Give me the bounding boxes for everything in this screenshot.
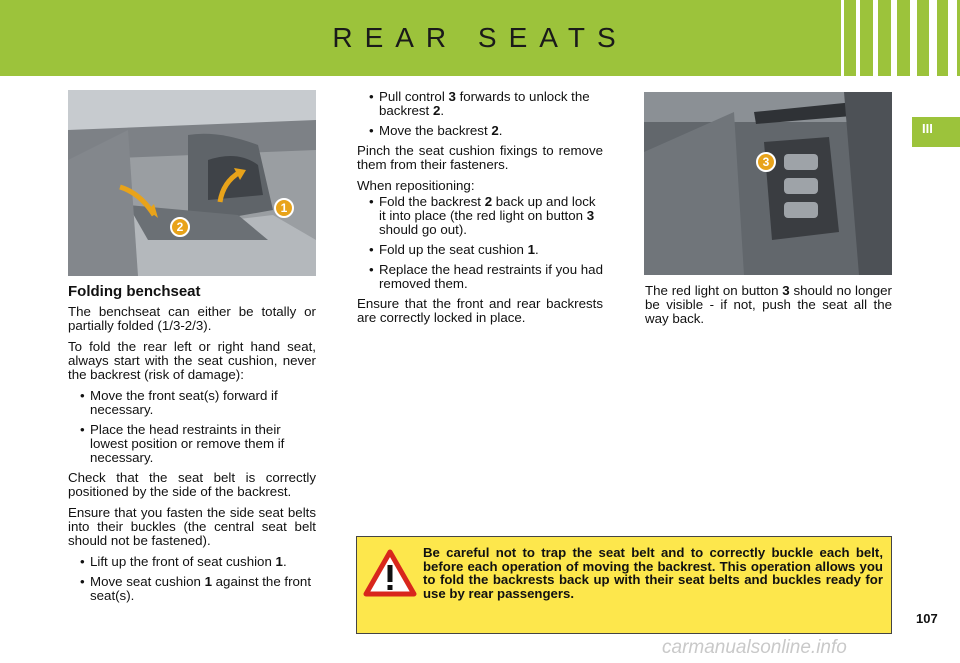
callout-badge-2: 2 (170, 217, 190, 237)
paragraph: Ensure that the front and rear backrests are correctly locked in place. (357, 296, 603, 325)
header-stripe (841, 0, 844, 76)
watermark: carmanualsonline.info (662, 637, 847, 658)
header-stripe (873, 0, 878, 76)
bullet-item: • Fold the backrest 2 back up and lock it into place (the red light on button 3 should go out). (357, 195, 603, 237)
bullet-item: • Move the front seat(s) forward if necessary. (68, 389, 316, 417)
header-band (0, 0, 960, 76)
page-number: 107 (916, 611, 938, 626)
control-button-illustration (644, 92, 892, 275)
right-column (645, 284, 892, 333)
bullet-item: • Pull control 3 forwards to unlock the backrest 2. (357, 90, 603, 118)
paragraph: Pinch the seat cushion fixings to remove them from their fasteners. (357, 143, 603, 172)
paragraph: Ensure that you fasten the side seat belts into their buckles (the central seat belt should not be fastened). (68, 505, 316, 548)
warning-box (356, 536, 892, 634)
header-stripe (856, 0, 860, 76)
benchseat-illustration (68, 90, 316, 276)
paragraph: To fold the rear left or right hand seat, always start with the seat cushion, never the backrest (risk of damage): (68, 339, 316, 382)
header-stripe (891, 0, 897, 76)
header-stripe (948, 0, 957, 76)
benchseat-photo (68, 90, 316, 276)
bullet-item: • Lift up the front of seat cushion 1. (68, 555, 316, 569)
bullet-list (68, 555, 316, 603)
middle-column (357, 90, 603, 332)
warning-triangle-icon (363, 549, 417, 597)
warning-text: Be careful not to trap the seat belt and to correctly buckle each belt, before each operation of moving the backrest. This operation allows you to fold the backrests back up with their seat belts and buckles ready for use by rear passengers. (423, 545, 883, 601)
page-title: REAR SEATS (332, 22, 628, 53)
control-button-photo (644, 92, 892, 275)
paragraph: When repositioning: (357, 178, 475, 193)
chapter-tab: III (912, 117, 960, 147)
bullet-item: • Fold up the seat cushion 1. (357, 243, 603, 257)
header-stripe (910, 0, 917, 76)
bullet-item: • Move seat cushion 1 against the front seat(s). (68, 575, 316, 603)
header-stripe (929, 0, 937, 76)
bullet-item: • Replace the head restraints if you had removed them. (357, 263, 603, 291)
paragraph: Check that the seat belt is correctly positioned by the side of the backrest. (68, 470, 316, 499)
bullet-list (68, 389, 316, 465)
bullet-item: • Move the backrest 2. (357, 124, 603, 138)
bullet-list (357, 195, 603, 291)
callout-badge-3: 3 (756, 152, 776, 172)
paragraph: The red light on button 3 should no longer be visible - if not, push the seat all the way back. (645, 283, 892, 326)
left-column (68, 285, 316, 609)
section-heading: Folding benchseat (68, 283, 201, 300)
callout-badge-1: 1 (274, 198, 294, 218)
paragraph: The benchseat can either be totally or partially folded (1/3-2/3). (68, 304, 316, 333)
bullet-item: • Place the head restraints in their lowest position or remove them if necessary. (68, 423, 316, 465)
bullet-list (357, 90, 603, 138)
